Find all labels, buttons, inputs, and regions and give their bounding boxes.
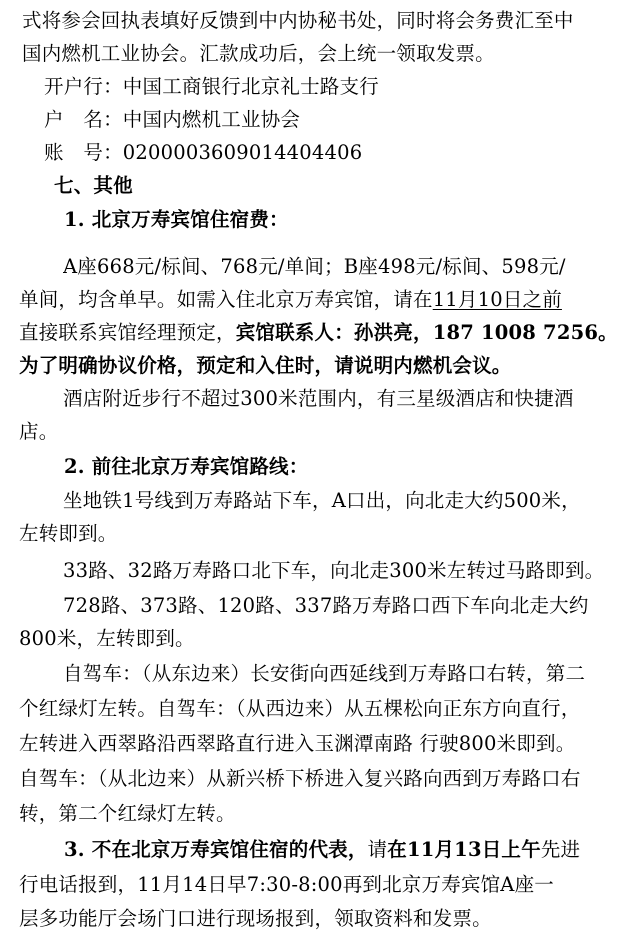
section-heading <box>54 170 641 202</box>
text-line <box>19 763 641 795</box>
heading-text: 1. 北京万寿宾馆住宿费： <box>64 208 289 231</box>
text-line <box>63 590 641 622</box>
line-text: 行电话报到，11月14日早7:30-8:00再到北京万寿宾馆A座一 <box>19 873 554 896</box>
text-line <box>19 728 641 760</box>
line-text: 直接联系宾馆经理预定， <box>19 321 236 344</box>
text-line <box>63 555 641 587</box>
subsection-heading: 3. 不在北京万寿宾馆住宿的代表， <box>64 838 368 861</box>
text-line <box>44 137 641 169</box>
line-text: 转，第二个红绿灯左转。 <box>19 802 236 825</box>
line-text: 开户行：中国工商银行北京礼士路支行 <box>44 75 379 98</box>
line-text: 个红绿灯左转。自驾车：（从西边来）从五棵松向正东方向直行， <box>19 697 581 720</box>
text-line <box>44 104 641 136</box>
line-text: 坐地铁1号线到万寿路站下车，A口出，向北走大约500米， <box>63 489 581 512</box>
text-line <box>19 284 641 316</box>
heading-text: 七、其他 <box>54 174 133 197</box>
text-line <box>19 798 641 830</box>
text-line <box>19 903 641 935</box>
text-line <box>63 383 641 415</box>
text-line <box>19 693 641 725</box>
line-text: 左转进入西翠路沿西翠路直行进入玉渊潭南路 行驶800米即到。 <box>19 732 576 755</box>
text-line <box>19 518 641 550</box>
line-text: 店。 <box>19 420 59 443</box>
line-text: 式将参会回执表填好反馈到中内协秘书处，同时将会务费汇至中 <box>22 9 574 32</box>
text-line <box>19 350 641 382</box>
line-text: 请 <box>367 838 388 861</box>
line-text: 账 号：0200003609014404406 <box>44 141 363 164</box>
line-text: 层多功能厅会场门口进行现场报到，领取资料和发票。 <box>19 907 492 930</box>
text-line <box>63 485 641 517</box>
line-text: 国内燃机工业协会。汇款成功后，会上统一领取发票。 <box>22 42 495 65</box>
line-text: 先进 <box>540 838 581 861</box>
text-line <box>63 251 641 283</box>
line-text: 自驾车：（从北边来）从新兴桥下桥进入复兴路向西到万寿路口右 <box>19 767 581 790</box>
text-line <box>19 869 641 901</box>
line-text: 酒店附近步行不超过300米范围内，有三星级酒店和快捷酒 <box>63 387 574 410</box>
text-line <box>22 5 641 37</box>
heading-text: 2. 前往北京万寿宾馆路线： <box>64 455 309 478</box>
text-line <box>19 416 641 448</box>
line-text: 33路、32路万寿路口北下车，向北走300米左转过马路即到。 <box>63 559 605 582</box>
line-text: 左转即到。 <box>19 522 118 545</box>
text-line <box>19 317 641 349</box>
line-text: 800米，左转即到。 <box>19 627 195 650</box>
line-text: A座668元/标间、768元/单间；B座498元/标间、598元/ <box>63 255 566 278</box>
line-text: 728路、373路、120路、337路万寿路口西下车向北走大约 <box>63 594 589 617</box>
subsection-heading <box>64 451 641 483</box>
subsection-heading <box>64 204 641 236</box>
line-text: 为了明确协议价格，预定和入住时，请说明内燃机会议。 <box>19 354 512 377</box>
text-line <box>19 623 641 655</box>
text-line <box>64 834 641 866</box>
text-line <box>22 38 641 70</box>
hotel-contact: 宾馆联系人：孙洪亮，187 1008 7256。 <box>235 321 618 344</box>
line-text: 户 名：中国内燃机工业协会 <box>44 108 301 131</box>
line-text: 单间，均含单早。如需入住北京万寿宾馆，请在 <box>19 288 433 311</box>
text-line <box>44 71 641 103</box>
report-date: 在11月13日上午 <box>387 838 541 861</box>
text-line <box>63 658 641 690</box>
line-text: 自驾车：（从东边来）长安街向西延线到万寿路口右转，第二 <box>63 662 586 685</box>
deadline-date: 11月10日之前 <box>432 288 562 311</box>
